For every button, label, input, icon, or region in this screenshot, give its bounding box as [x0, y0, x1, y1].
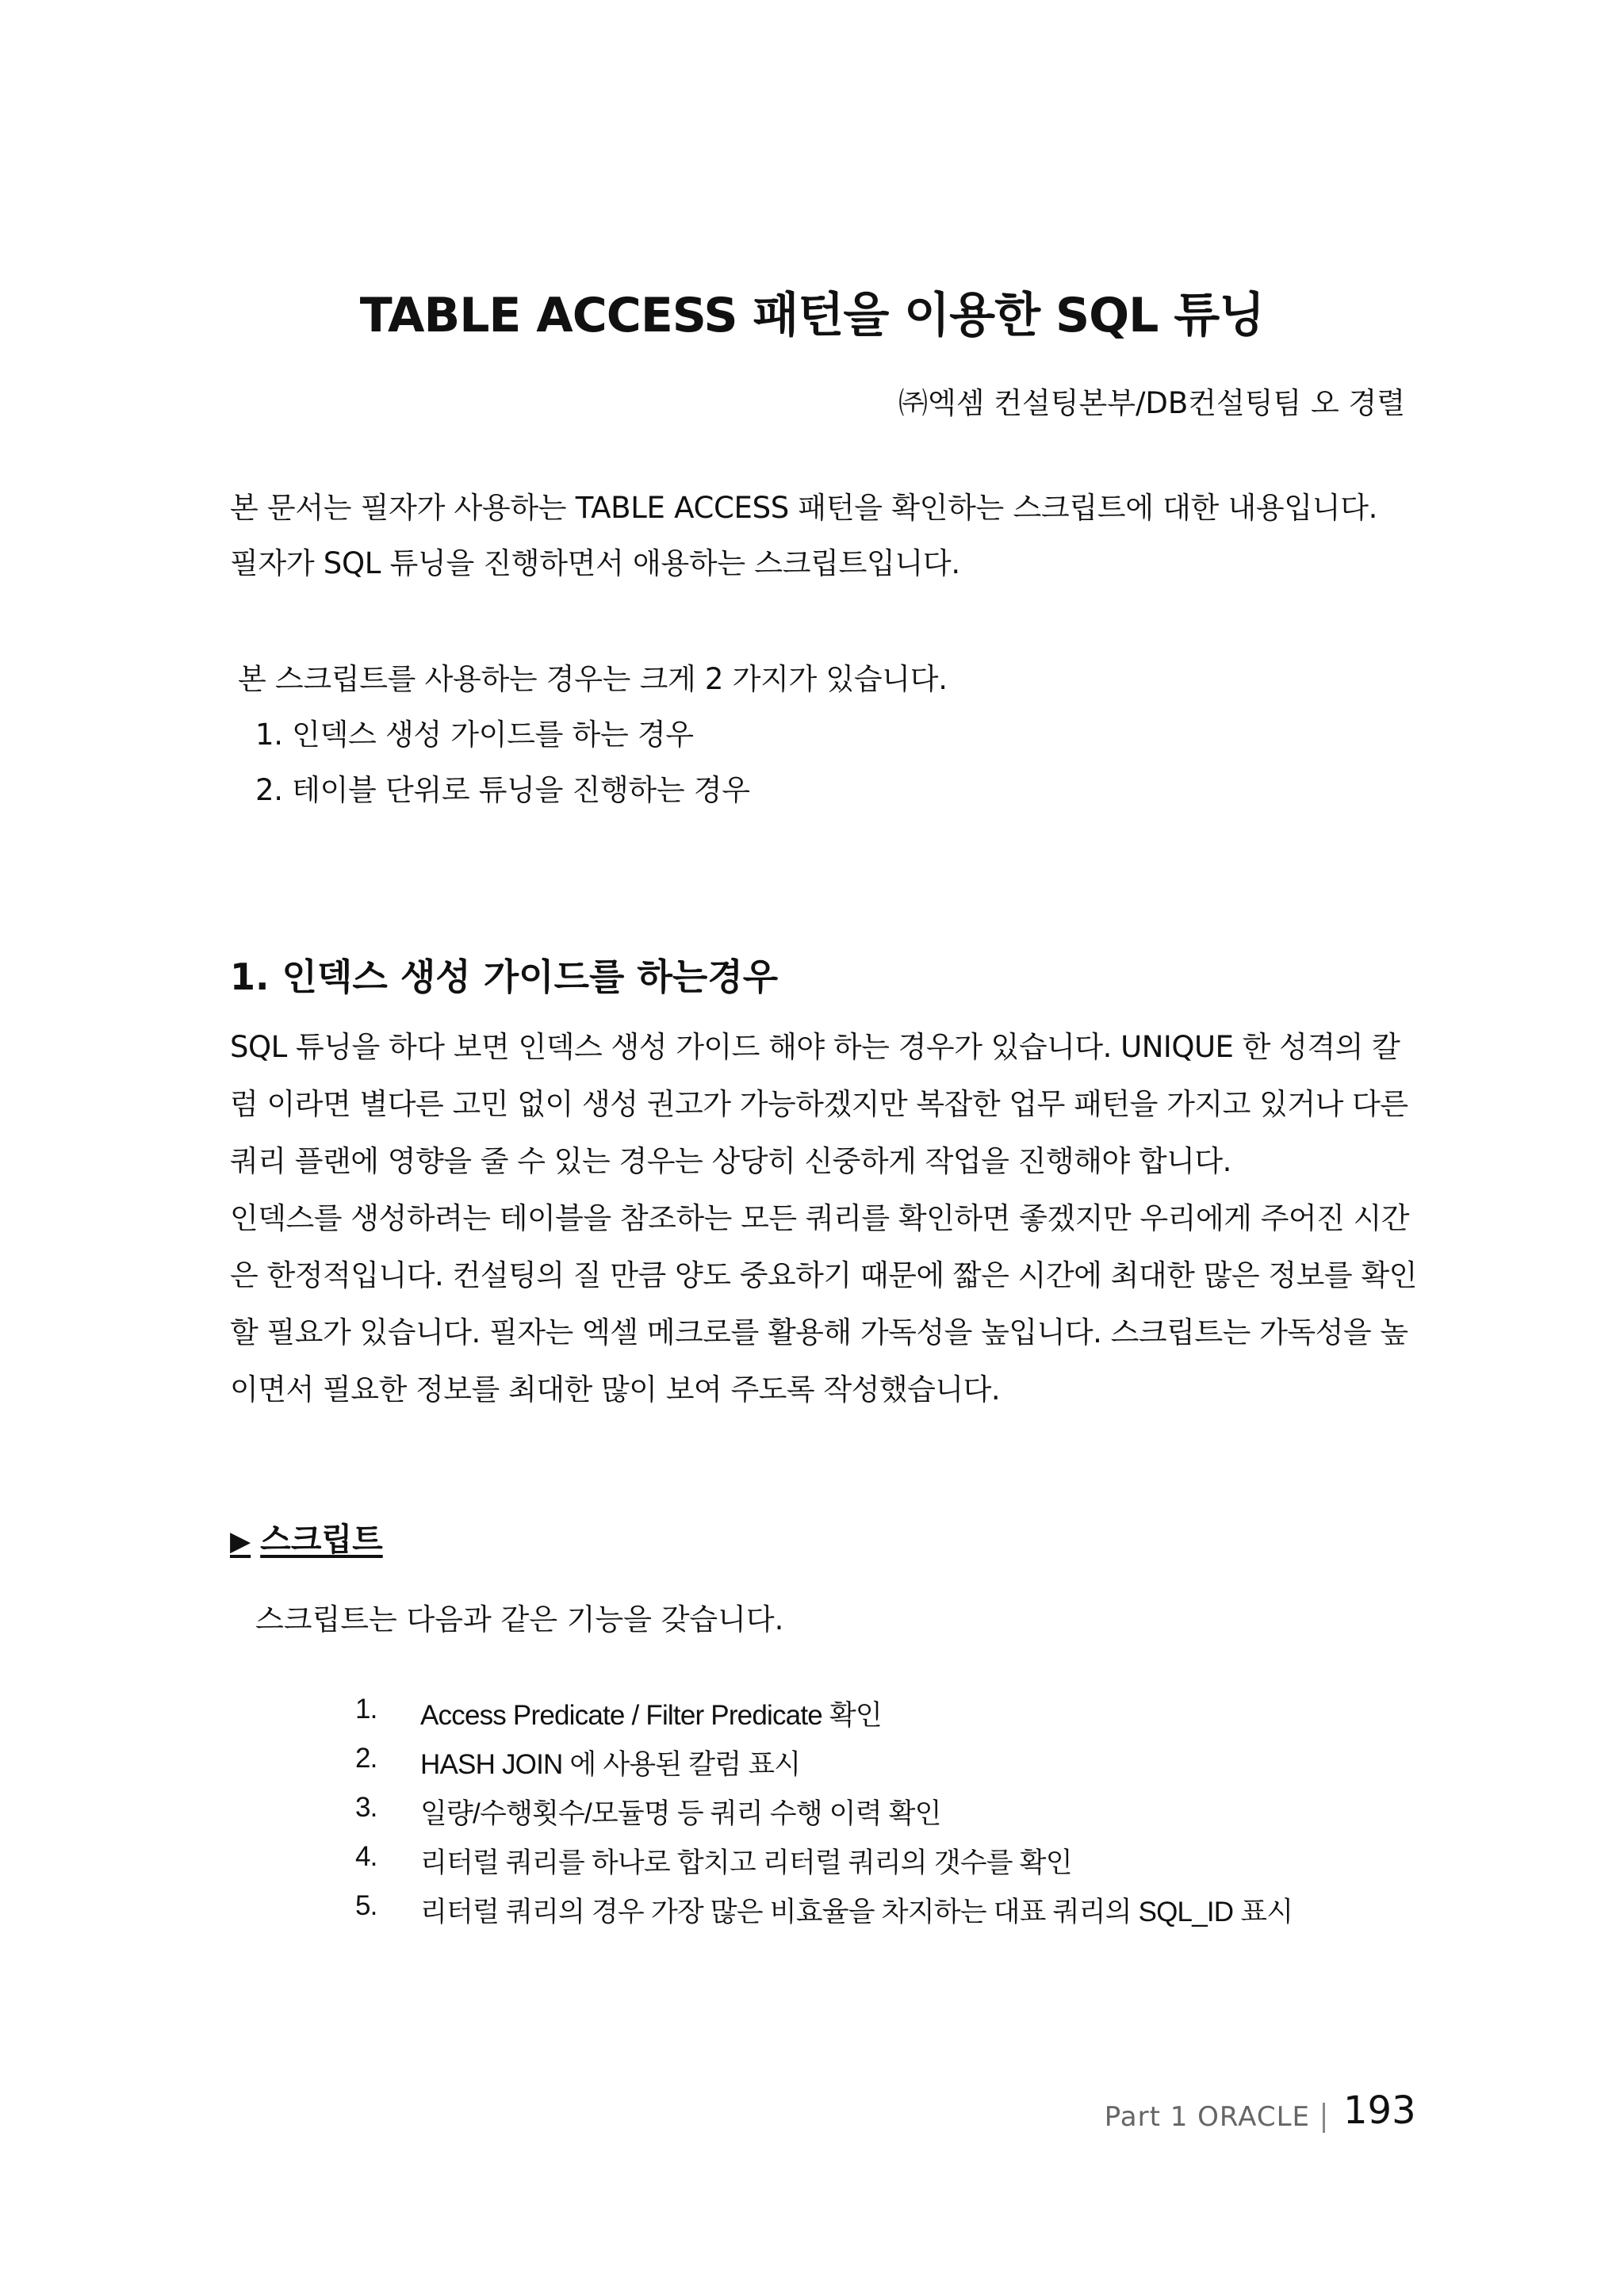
section1-line-6: 할 필요가 있습니다. 필자는 엑셀 메크로를 활용해 가독성을 높입니다. 스크립트는 가독성을 높 — [230, 1315, 1408, 1349]
feature-text: HASH JOIN 에 사용된 칼럼 표시 — [420, 1749, 801, 1780]
feature-item-1 — [0, 1694, 1624, 1731]
section1-heading: 1. 인덱스 생성 가이드를 하는경우 — [230, 955, 779, 998]
section2-heading — [230, 1514, 383, 1560]
triangle-marker-icon: ▶ — [230, 1525, 251, 1557]
footer-part-label: Part 1 ORACLE — [1104, 2101, 1310, 2133]
case-item-1: 1. 인덱스 생성 가이드를 하는 경우 — [255, 718, 694, 752]
cases-intro: 본 스크립트를 사용하는 경우는 크게 2 가지가 있습니다. — [238, 662, 948, 696]
feature-number: 1. — [355, 1694, 377, 1725]
section1-line-5: 은 한정적입니다. 컨설팅의 질 만큼 양도 중요하기 때문에 짧은 시간에 최대한 많은 정보를 확인 — [230, 1258, 1417, 1292]
feature-number: 4. — [355, 1841, 377, 1872]
feature-item-2 — [0, 1743, 1624, 1778]
section1-line-3: 쿼리 플랜에 영향을 줄 수 있는 경우는 상당히 신중하게 작업을 진행해야 합니다. — [230, 1144, 1231, 1178]
section1-line-2: 럼 이라면 별다른 고민 없이 생성 권고가 가능하겠지만 복잡한 업무 패턴을 가지고 있거나 다른 — [230, 1087, 1408, 1121]
feature-text: 리터럴 쿼리의 경우 가장 많은 비효율을 차지하는 대표 쿼리의 SQL_ID 표시 — [420, 1897, 1293, 1927]
feature-number: 2. — [355, 1743, 377, 1774]
feature-text: 리터럴 쿼리를 하나로 합치고 리터럴 쿼리의 갯수를 확인 — [420, 1847, 1072, 1878]
author-line: ㈜엑셈 컨설팅본부/DB컨설팅팀 오 경렬 — [898, 386, 1405, 420]
feature-text: Access Predicate / Filter Predicate 확인 — [420, 1700, 882, 1731]
page-number: 193 — [1343, 2088, 1416, 2133]
feature-number: 5. — [355, 1890, 377, 1921]
section1-line-1: SQL 튜닝을 하다 보면 인덱스 생성 가이드 해야 하는 경우가 있습니다. UNIQUE 한 성격의 칼 — [230, 1030, 1400, 1064]
intro-line-1: 본 문서는 필자가 사용하는 TABLE ACCESS 패턴을 확인하는 스크립트에 대한 내용입니다. — [230, 491, 1378, 525]
section2-heading-text: 스크립트 — [260, 1522, 383, 1558]
intro-line-2: 필자가 SQL 튜닝을 진행하면서 애용하는 스크립트입니다. — [230, 546, 960, 580]
case-item-2: 2. 테이블 단위로 튜닝을 진행하는 경우 — [255, 773, 750, 807]
feature-text: 일량/수행횟수/모듈명 등 쿼리 수행 이력 확인 — [420, 1798, 941, 1829]
section1-line-4: 인덱스를 생성하려는 테이블을 참조하는 모든 쿼리를 확인하면 좋겠지만 우리에게 주어진 시간 — [230, 1201, 1410, 1235]
feature-item-4 — [0, 1841, 1624, 1876]
feature-item-5 — [0, 1890, 1624, 1925]
feature-item-3 — [0, 1792, 1624, 1827]
section2-intro: 스크립트는 다음과 같은 기능을 갖습니다. — [255, 1602, 784, 1636]
feature-number: 3. — [355, 1792, 377, 1823]
section1-line-7: 이면서 필요한 정보를 최대한 많이 보여 주도록 작성했습니다. — [230, 1372, 1001, 1407]
page-title: TABLE ACCESS 패턴을 이용한 SQL 튜닝 — [359, 288, 1265, 343]
footer-divider — [1323, 2103, 1325, 2133]
